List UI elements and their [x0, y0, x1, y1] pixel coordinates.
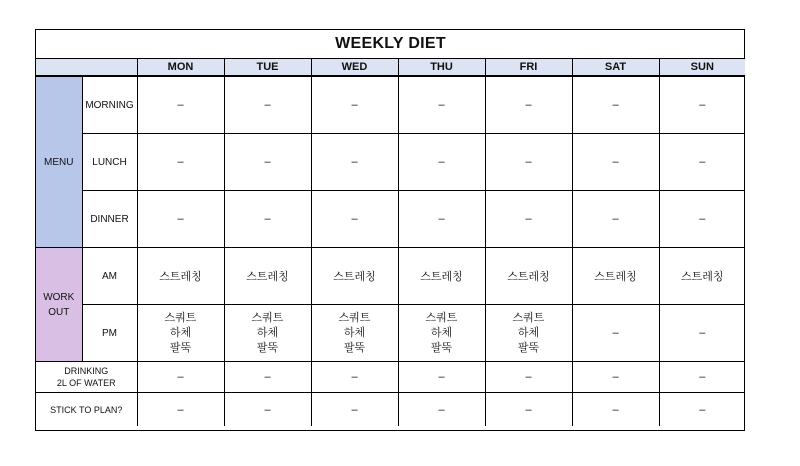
day-header-fri: FRI: [485, 59, 572, 77]
cell-morning-tue[interactable]: –: [224, 76, 311, 134]
weekly-diet-table: [36, 30, 745, 426]
row-label-stick-to-plan: STICK TO PLAN?: [36, 393, 137, 427]
row-am: [36, 248, 745, 305]
row-label-pm: PM: [82, 305, 137, 362]
cell-pm-line: 하체: [256, 326, 279, 339]
cell-morning-fri[interactable]: –: [485, 76, 572, 134]
cell-lunch-wed[interactable]: –: [311, 134, 398, 191]
row-drinking: [36, 362, 745, 393]
row-label-lunch: LUNCH: [82, 134, 137, 191]
cell-pm-fri[interactable]: [485, 305, 572, 362]
cell-pm-line: 스쿼트: [425, 311, 458, 324]
cell-stick-mon[interactable]: –: [137, 393, 224, 427]
category-menu: MENU: [36, 76, 82, 248]
cell-stick-thu[interactable]: –: [398, 393, 485, 427]
cell-lunch-mon[interactable]: –: [137, 134, 224, 191]
cell-morning-thu[interactable]: –: [398, 76, 485, 134]
cell-lunch-tue[interactable]: –: [224, 134, 311, 191]
row-label-am: AM: [82, 248, 137, 305]
cell-drinking-tue[interactable]: –: [224, 362, 311, 393]
cell-am-fri[interactable]: 스트레칭: [485, 248, 572, 305]
row-stick-to-plan: [36, 393, 745, 427]
cell-lunch-fri[interactable]: –: [485, 134, 572, 191]
cell-morning-mon[interactable]: –: [137, 76, 224, 134]
cell-dinner-thu[interactable]: –: [398, 191, 485, 248]
cell-pm-tue[interactable]: [224, 305, 311, 362]
cell-pm-line: 팔뚝: [343, 341, 366, 354]
row-morning: [36, 76, 745, 134]
cell-stick-wed[interactable]: –: [311, 393, 398, 427]
cell-pm-line: 하체: [169, 326, 192, 339]
cell-pm-line: 하체: [343, 326, 366, 339]
day-header-mon: MON: [137, 59, 224, 77]
cell-pm-line: 팔뚝: [256, 341, 279, 354]
cell-pm-line: 스쿼트: [338, 311, 371, 324]
cell-am-sat[interactable]: 스트레칭: [572, 248, 659, 305]
day-header-wed: WED: [311, 59, 398, 77]
cell-morning-wed[interactable]: –: [311, 76, 398, 134]
cell-pm-line: 스쿼트: [164, 311, 197, 324]
cell-lunch-sun[interactable]: –: [659, 134, 745, 191]
cell-am-sun[interactable]: 스트레칭: [659, 248, 745, 305]
cell-pm-line: 팔뚝: [430, 341, 453, 354]
cell-dinner-sun[interactable]: –: [659, 191, 745, 248]
corner-header-cell: [36, 59, 137, 77]
cell-stick-fri[interactable]: –: [485, 393, 572, 427]
cell-pm-line: 스쿼트: [512, 311, 545, 324]
row-label-dinner: DINNER: [82, 191, 137, 248]
cell-drinking-fri[interactable]: –: [485, 362, 572, 393]
cell-pm-thu[interactable]: [398, 305, 485, 362]
row-label-drinking-line2: 2L OF WATER: [56, 378, 116, 388]
cell-drinking-mon[interactable]: –: [137, 362, 224, 393]
row-pm: [36, 305, 745, 362]
cell-pm-sat[interactable]: [572, 305, 659, 362]
cell-dinner-sat[interactable]: –: [572, 191, 659, 248]
cell-stick-tue[interactable]: –: [224, 393, 311, 427]
row-label-drinking-line1: DRINKING: [64, 366, 109, 376]
cell-pm-line: –: [612, 326, 619, 339]
day-header-sat: SAT: [572, 59, 659, 77]
category-workout: [36, 248, 82, 362]
cell-am-tue[interactable]: 스트레칭: [224, 248, 311, 305]
cell-dinner-tue[interactable]: –: [224, 191, 311, 248]
category-workout-line1: WORK: [43, 291, 75, 303]
cell-morning-sat[interactable]: –: [572, 76, 659, 134]
sheet-title: WEEKLY DIET: [36, 30, 745, 59]
cell-pm-wed[interactable]: [311, 305, 398, 362]
cell-drinking-sat[interactable]: –: [572, 362, 659, 393]
day-header-sun: SUN: [659, 59, 745, 77]
cell-lunch-sat[interactable]: –: [572, 134, 659, 191]
day-header-tue: TUE: [224, 59, 311, 77]
row-lunch: [36, 134, 745, 191]
day-header-thu: THU: [398, 59, 485, 77]
cell-drinking-sun[interactable]: –: [659, 362, 745, 393]
cell-pm-line: 하체: [517, 326, 540, 339]
cell-morning-sun[interactable]: –: [659, 76, 745, 134]
category-workout-line2: OUT: [48, 306, 70, 318]
cell-stick-sun[interactable]: –: [659, 393, 745, 427]
cell-am-mon[interactable]: 스트레칭: [137, 248, 224, 305]
cell-dinner-mon[interactable]: –: [137, 191, 224, 248]
cell-pm-line: 팔뚝: [517, 341, 540, 354]
cell-dinner-fri[interactable]: –: [485, 191, 572, 248]
row-dinner: [36, 191, 745, 248]
cell-dinner-wed[interactable]: –: [311, 191, 398, 248]
cell-pm-mon[interactable]: [137, 305, 224, 362]
cell-pm-sun[interactable]: [659, 305, 745, 362]
weekly-diet-sheet: [35, 29, 745, 431]
cell-pm-line: 스쿼트: [251, 311, 284, 324]
cell-am-thu[interactable]: 스트레칭: [398, 248, 485, 305]
cell-drinking-thu[interactable]: –: [398, 362, 485, 393]
cell-pm-line: 하체: [430, 326, 453, 339]
cell-drinking-wed[interactable]: –: [311, 362, 398, 393]
cell-pm-line: –: [699, 326, 706, 339]
row-label-morning: MORNING: [82, 76, 137, 134]
cell-stick-sat[interactable]: –: [572, 393, 659, 427]
cell-pm-line: 팔뚝: [169, 341, 192, 354]
cell-am-wed[interactable]: 스트레칭: [311, 248, 398, 305]
row-label-drinking: [36, 362, 137, 393]
cell-lunch-thu[interactable]: –: [398, 134, 485, 191]
